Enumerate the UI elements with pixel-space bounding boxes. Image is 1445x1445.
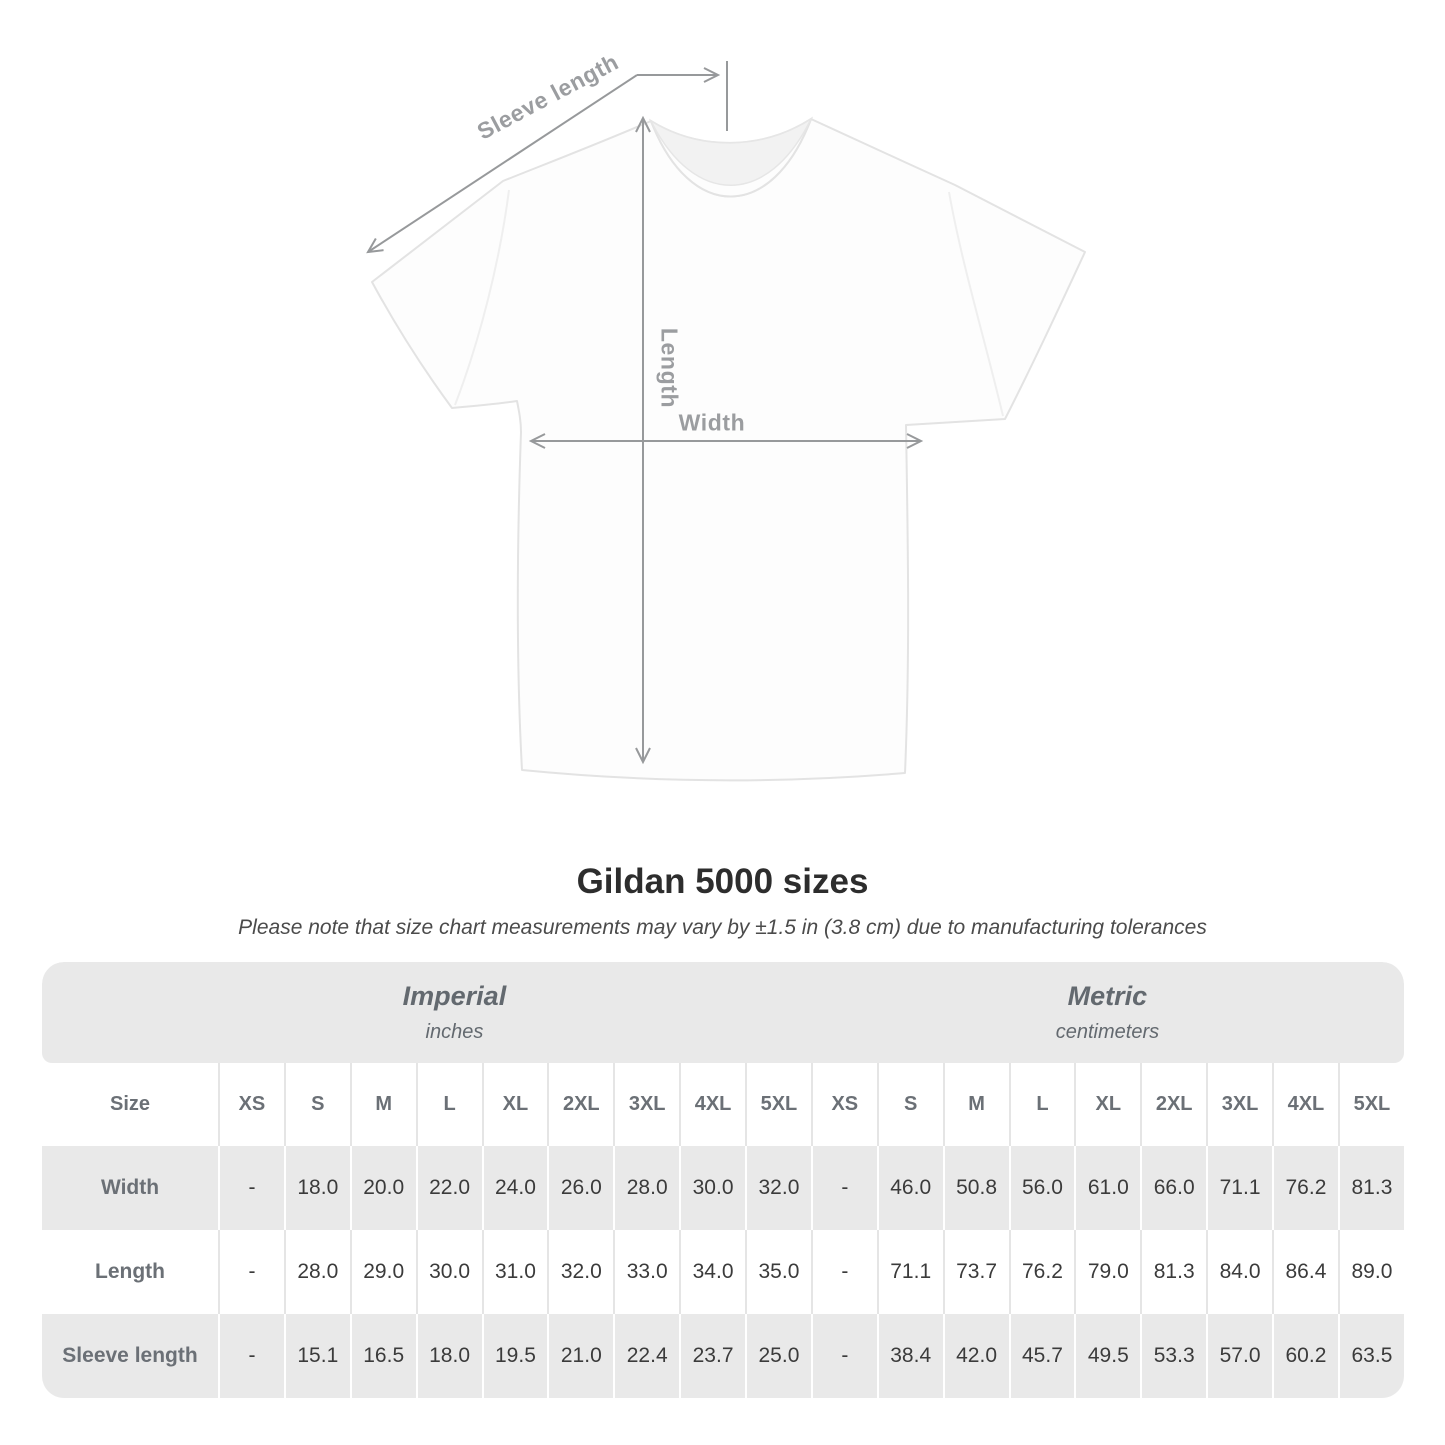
value-cell: 76.2: [1009, 1230, 1075, 1314]
value-cell: 60.2: [1272, 1314, 1338, 1398]
imperial-group-header: [42, 962, 811, 1063]
value-cell: 71.1: [877, 1230, 943, 1314]
value-cell: 56.0: [1009, 1146, 1075, 1230]
sleeve-length-label: Sleeve length: [472, 48, 623, 145]
size-col: 5XL: [745, 1063, 811, 1146]
value-cell: 34.0: [679, 1230, 745, 1314]
value-cell: -: [811, 1230, 877, 1314]
size-col: 4XL: [679, 1063, 745, 1146]
tolerance-note: Please note that size chart measurements may vary by ±1.5 in (3.8 cm) due to manufacturing tolerances: [238, 916, 1207, 939]
value-cell: 49.5: [1074, 1314, 1140, 1398]
size-col: XL: [1074, 1063, 1140, 1146]
value-cell: 89.0: [1338, 1230, 1404, 1314]
value-cell: -: [811, 1146, 877, 1230]
value-cell: 86.4: [1272, 1230, 1338, 1314]
size-col: 2XL: [1140, 1063, 1206, 1146]
size-col: L: [1009, 1063, 1075, 1146]
size-col: S: [284, 1063, 350, 1146]
value-cell: 73.7: [943, 1230, 1009, 1314]
size-table-wrapper: [42, 962, 1404, 1398]
value-cell: 21.0: [547, 1314, 613, 1398]
value-cell: 19.5: [482, 1314, 548, 1398]
value-cell: 79.0: [1074, 1230, 1140, 1314]
value-cell: 76.2: [1272, 1146, 1338, 1230]
value-cell: 57.0: [1206, 1314, 1272, 1398]
value-cell: 63.5: [1338, 1314, 1404, 1398]
value-cell: 22.0: [416, 1146, 482, 1230]
value-cell: -: [218, 1314, 284, 1398]
size-table: [42, 962, 1404, 1398]
value-cell: 42.0: [943, 1314, 1009, 1398]
value-cell: 15.1: [284, 1314, 350, 1398]
size-col: L: [416, 1063, 482, 1146]
value-cell: 46.0: [877, 1146, 943, 1230]
size-col: M: [943, 1063, 1009, 1146]
value-cell: 66.0: [1140, 1146, 1206, 1230]
value-cell: 32.0: [745, 1146, 811, 1230]
value-cell: 33.0: [613, 1230, 679, 1314]
inches-label: inches: [425, 1021, 484, 1043]
size-col: 3XL: [1206, 1063, 1272, 1146]
page-title: Gildan 5000 sizes: [576, 862, 869, 901]
metric-group-header: [811, 962, 1404, 1063]
value-cell: 71.1: [1206, 1146, 1272, 1230]
unit-group-row: [42, 962, 1404, 1063]
size-header: Size: [42, 1063, 218, 1146]
size-col: M: [350, 1063, 416, 1146]
value-cell: 24.0: [482, 1146, 548, 1230]
value-cell: 26.0: [547, 1146, 613, 1230]
value-cell: 30.0: [416, 1230, 482, 1314]
width-label: Width: [678, 409, 746, 436]
value-cell: -: [811, 1314, 877, 1398]
value-cell: 18.0: [416, 1314, 482, 1398]
tshirt-shape: [372, 119, 1085, 780]
value-cell: 22.4: [613, 1314, 679, 1398]
value-cell: 50.8: [943, 1146, 1009, 1230]
size-col: XL: [482, 1063, 548, 1146]
value-cell: 32.0: [547, 1230, 613, 1314]
size-col: XS: [218, 1063, 284, 1146]
value-cell: 31.0: [482, 1230, 548, 1314]
value-cell: 45.7: [1009, 1314, 1075, 1398]
centimeters-label: centimeters: [1055, 1021, 1160, 1043]
value-cell: 28.0: [284, 1230, 350, 1314]
value-cell: 20.0: [350, 1146, 416, 1230]
size-col: 5XL: [1338, 1063, 1404, 1146]
value-cell: 18.0: [284, 1146, 350, 1230]
value-cell: 53.3: [1140, 1314, 1206, 1398]
size-header-row: [42, 1063, 1404, 1146]
value-cell: 16.5: [350, 1314, 416, 1398]
size-col: 2XL: [547, 1063, 613, 1146]
value-cell: 29.0: [350, 1230, 416, 1314]
value-cell: -: [218, 1230, 284, 1314]
row-label: Length: [42, 1230, 218, 1314]
value-cell: 25.0: [745, 1314, 811, 1398]
length-label: Length: [656, 327, 683, 409]
row-label: Sleeve length: [42, 1314, 218, 1398]
length-row: [42, 1230, 1404, 1314]
value-cell: 30.0: [679, 1146, 745, 1230]
value-cell: 35.0: [745, 1230, 811, 1314]
value-cell: 38.4: [877, 1314, 943, 1398]
value-cell: 84.0: [1206, 1230, 1272, 1314]
imperial-label: Imperial: [402, 981, 507, 1011]
value-cell: 81.3: [1338, 1146, 1404, 1230]
value-cell: 23.7: [679, 1314, 745, 1398]
value-cell: 61.0: [1074, 1146, 1140, 1230]
row-label: Width: [42, 1146, 218, 1230]
size-col: XS: [811, 1063, 877, 1146]
value-cell: 81.3: [1140, 1230, 1206, 1314]
size-col: 4XL: [1272, 1063, 1338, 1146]
value-cell: 28.0: [613, 1146, 679, 1230]
metric-label: Metric: [1067, 981, 1148, 1011]
value-cell: -: [218, 1146, 284, 1230]
sleeve-length-row: [42, 1314, 1404, 1398]
width-row: [42, 1146, 1404, 1230]
size-col: 3XL: [613, 1063, 679, 1146]
size-col: S: [877, 1063, 943, 1146]
